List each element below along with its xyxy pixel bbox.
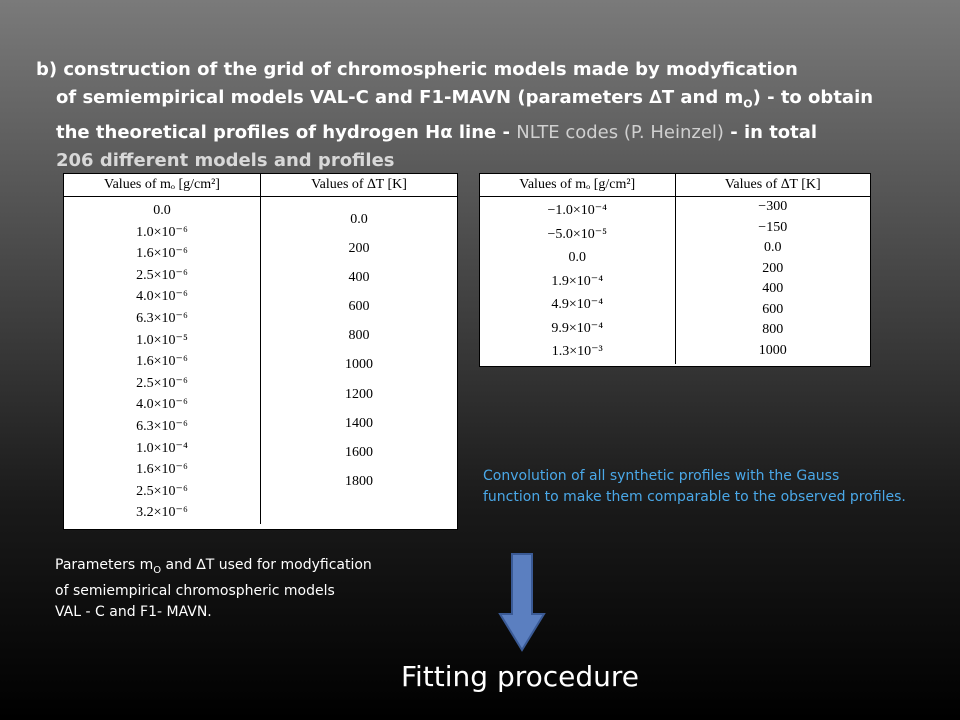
table-cell: 400	[762, 281, 784, 296]
table-cell: 4.9×10⁻⁴	[551, 297, 604, 312]
table-cell: 1400	[345, 415, 373, 431]
heading-l3-alpha: α	[440, 121, 453, 143]
note-line-2: function to make them comparable to the observed profiles.	[483, 489, 906, 505]
table-cell: 1600	[345, 444, 373, 460]
caption-line-2: of semiempirical chromospheric models	[55, 582, 335, 599]
table-2-mo-column	[480, 197, 676, 364]
heading-l2-delta: ∆	[649, 87, 662, 108]
table-1-col-dt-header: Values of ∆T [K]	[311, 177, 407, 192]
heading-line-4: 206 different models and profiles	[56, 149, 395, 171]
table-cell: 400	[348, 270, 370, 286]
table-2-header	[480, 174, 870, 197]
table-cell: 1000	[345, 357, 373, 373]
table-cell: 1.0×10⁻⁴	[136, 440, 188, 456]
table-cell: 2.5×10⁻⁶	[136, 375, 188, 391]
note-line-1: Convolution of all synthetic profiles with the Gauss	[483, 468, 840, 484]
heading-line-1-text: construction of the grid of chromospheric models made by modyfication	[63, 59, 798, 80]
table-cell: 0.0	[764, 240, 782, 255]
table-cell: 2.5×10⁻⁶	[136, 483, 188, 499]
heading-line-2	[36, 84, 936, 119]
table-cell: 1.6×10⁻⁶	[136, 246, 188, 262]
table-1-header	[64, 174, 457, 197]
table-cell: 200	[762, 260, 784, 276]
table-cell: 200	[348, 241, 370, 257]
table-cell: 1.0×10⁻⁶	[136, 224, 188, 240]
table-cell: 6.3×10⁻⁶	[136, 418, 188, 434]
table-cell: 1.6×10⁻⁶	[136, 462, 188, 478]
table-cell: 1.6×10⁻⁶	[136, 354, 188, 370]
table-cell: 600	[762, 301, 784, 317]
parameter-table-1	[63, 173, 458, 530]
table-cell: 9.9×10⁻⁴	[551, 320, 604, 336]
fitting-procedure-title: Fitting procedure	[400, 660, 640, 693]
table-cell: 2.5×10⁻⁶	[136, 267, 188, 283]
table-cell: 4.0×10⁻⁶	[136, 289, 188, 305]
table-2-dt-column	[676, 197, 871, 364]
table-1-body	[64, 197, 457, 524]
caption-l1-b: and ∆T used for modyfication	[161, 557, 372, 573]
table-cell: 600	[348, 299, 370, 315]
table-2-col-mo-header: Values of mₒ [g/cm²]	[480, 174, 676, 196]
heading-prefix: b)	[36, 59, 64, 80]
table-1-col-mo-header: Values of mₒ [g/cm²]	[64, 174, 261, 196]
heading-line-3	[36, 119, 936, 147]
heading-l3-b: line -	[452, 121, 517, 143]
table-cell: 1000	[758, 342, 787, 358]
caption-line-1	[55, 555, 455, 581]
heading-l3-a: the theoretical profiles of hydrogen H	[56, 121, 441, 143]
caption-l1-sub: O	[153, 564, 162, 576]
table-1-dt-column	[261, 197, 457, 524]
convolution-note	[483, 466, 953, 508]
table-cell: 1.0×10⁻⁵	[136, 332, 188, 348]
arrow-down-icon	[498, 552, 546, 652]
heading-l2-a: of semiempirical models VAL-C and F1-MAVN (parameters	[56, 87, 650, 108]
heading-l2-c: ) - to obtain	[752, 87, 874, 108]
table-cell: 0.0	[350, 212, 368, 227]
table-cell: 1.3×10⁻³	[551, 344, 603, 359]
table-caption	[55, 555, 455, 623]
table-cell: 1200	[345, 386, 373, 402]
caption-line-3: VAL - C and F1- MAVN.	[55, 603, 212, 620]
table-cell: 800	[762, 322, 784, 337]
table-cell: −5.0×10⁻⁵	[547, 226, 608, 242]
table-cell: −300	[758, 199, 788, 214]
heading-nlte-text: NLTE codes (P. Heinzel)	[516, 121, 724, 143]
parameter-table-2	[479, 173, 871, 367]
heading-l2-sub: O	[743, 97, 753, 111]
table-cell: 1.9×10⁻⁴	[551, 273, 604, 289]
table-2-col-dt-header: Values of ∆T [K]	[724, 177, 821, 192]
table-cell: 4.0×10⁻⁶	[136, 397, 188, 413]
heading-line-1	[36, 56, 936, 84]
heading-l2-b: T and m	[661, 87, 744, 108]
table-cell: −1.0×10⁻⁴	[547, 203, 608, 218]
table-cell: 0.0	[568, 250, 586, 265]
table-cell: 6.3×10⁻⁶	[136, 310, 188, 326]
table-cell: 800	[348, 328, 370, 344]
caption-l1-a: Parameters m	[55, 557, 154, 573]
table-cell: −150	[758, 219, 788, 235]
table-1-mo-column	[64, 197, 261, 524]
table-2-body	[480, 197, 870, 364]
table-cell: 1800	[345, 473, 373, 489]
table-cell: 0.0	[153, 203, 171, 218]
table-cell: 3.2×10⁻⁶	[136, 505, 188, 521]
heading-l3-c: - in total	[723, 121, 818, 143]
slide-heading	[36, 56, 936, 175]
